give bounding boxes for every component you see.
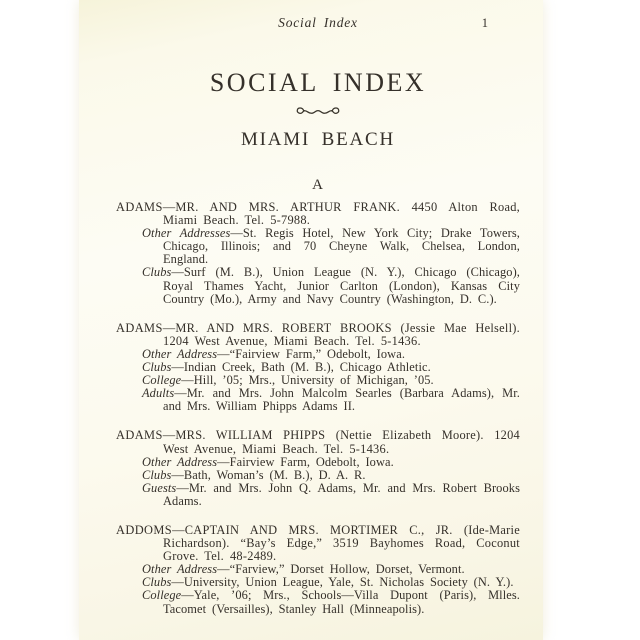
detail-label: Clubs — [142, 575, 172, 590]
directory-entry — [116, 201, 520, 306]
detail-label: Clubs — [142, 360, 172, 375]
page-number: 1 — [481, 16, 488, 30]
page-title: SOCIAL INDEX — [209, 68, 427, 97]
entry-head: ADAMS—MR. AND MRS. ROBERT BROOKS (Jessie Mae Helsell). 1204 West Avenue, Miami Beach. Tel. 5-1436. — [116, 320, 520, 348]
running-head-title: Social Index — [278, 15, 358, 30]
book-page — [79, 0, 543, 640]
entry-detail: Other Address—“Farview,” Dorset Hollow, Dorset, Vermont. — [142, 562, 465, 577]
directory-entry — [116, 429, 520, 508]
detail-label: Other Addresses — [142, 226, 231, 241]
running-head — [116, 15, 520, 31]
directory-entry — [116, 322, 520, 414]
entry-detail: Other Address—“Fairview Farm,” Odebolt, Iowa. — [142, 346, 406, 361]
entry-detail: Clubs—Bath, Woman’s (M. B.), D. A. R. — [142, 467, 366, 482]
entry-head: ADDOMS—CAPTAIN AND MRS. MORTIMER C., JR. (Ide-Marie Richardson). “Bay’s Edge,” 3519 Bayhomes Road, Coconut Grove. Tel. 48-2489. — [116, 522, 520, 564]
detail-label: Other Address — [142, 562, 218, 577]
directory-entry — [116, 524, 520, 616]
entry-surname: ADAMS — [116, 428, 163, 443]
entries-list — [116, 201, 520, 616]
detail-label: Other Address — [142, 346, 218, 361]
detail-label: Other Address — [142, 454, 218, 469]
entry-head: ADAMS—MR. AND MRS. ARTHUR FRANK. 4450 Alton Road, Miami Beach. Tel. 5-7988. — [116, 200, 520, 228]
entry-head: ADAMS—MRS. WILLIAM PHIPPS (Nettie Elizabeth Moore). 1204 West Avenue, Miami Beach. Tel. 5-1436. — [116, 428, 520, 456]
detail-label: Clubs — [142, 467, 172, 482]
entry-detail: Other Address—Fairview Farm, Odebolt, Iowa. — [142, 454, 394, 469]
entry-detail: Clubs—University, Union League, Yale, St. Nicholas Society (N. Y.). — [142, 575, 514, 590]
entry-detail: Clubs—Indian Creek, Bath (M. B.), Chicago Athletic. — [142, 360, 431, 375]
entry-detail: Clubs—Surf (M. B.), Union League (N. Y.), Chicago (Chicago), Royal Thames Yacht, Junior Carlton (London), Kansas City Country (Mo.), Army and Navy Country (Washington, D. C.). — [142, 265, 520, 306]
entry-detail: College—Yale, ’06; Mrs., Schools—Villa Dupont (Paris), Mlles. Tacomet (Versailles), Stanley Hall (Minneapolis). — [142, 588, 520, 616]
entry-detail: Guests—Mr. and Mrs. John Q. Adams, Mr. and Mrs. Robert Brooks Adams. — [142, 480, 520, 508]
section-title: MIAMI BEACH — [240, 129, 396, 150]
detail-label: College — [142, 373, 182, 388]
detail-label: College — [142, 588, 182, 603]
flourish-ornament-icon — [116, 105, 520, 121]
detail-label: Adults — [142, 386, 175, 401]
section-letter: A — [312, 177, 324, 193]
entry-detail: College—Hill, ’05; Mrs., University of Michigan, ’05. — [142, 373, 434, 388]
detail-label: Guests — [142, 480, 177, 495]
entry-surname: ADAMS — [116, 200, 163, 214]
entry-surname: ADDOMS — [116, 522, 173, 537]
entry-detail: Adults—Mr. and Mrs. John Malcolm Searles (Barbara Adams), Mr. and Mrs. William Phipps Adams II. — [142, 386, 520, 414]
entry-surname: ADAMS — [116, 320, 163, 335]
text-column — [116, 0, 520, 632]
entry-detail: Other Addresses—St. Regis Hotel, New York City; Drake Towers, Chicago, Illinois; and 70 Cheyne Walk, Chelsea, London, England. — [142, 226, 520, 267]
detail-label: Clubs — [142, 265, 172, 280]
